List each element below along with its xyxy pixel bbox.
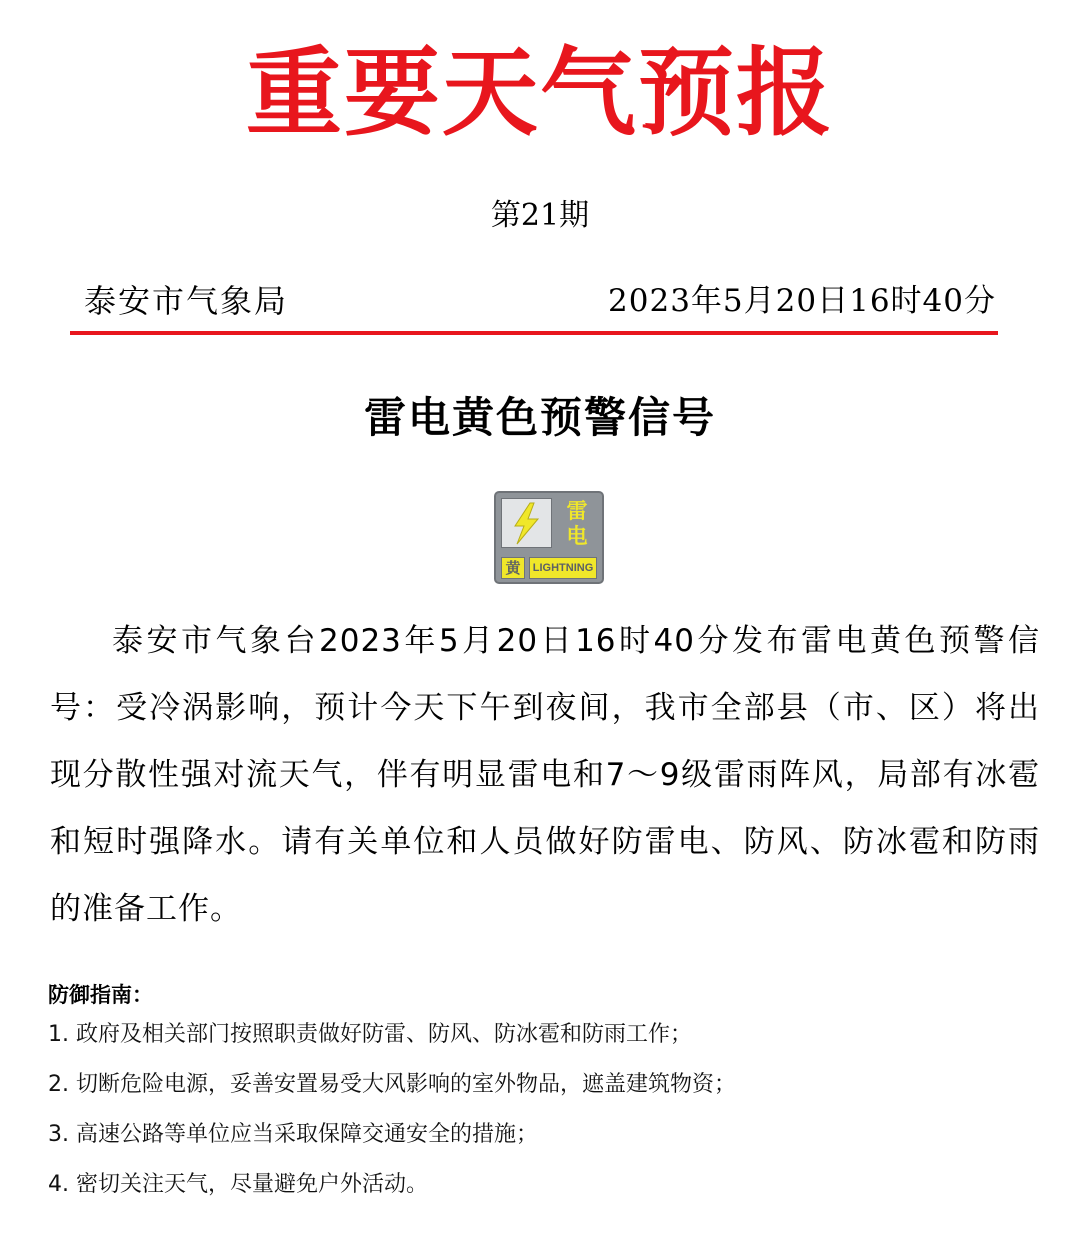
warning-body: 泰安市气象台2023年5月20日16时40分发布雷电黄色预警信号：受冷涡影响，预计今天下午到夜间，我市全部县（市、区）将出现分散性强对流天气，伴有明显雷电和7～9级雷雨阵风，局部有冰雹和短时强降水。请有关单位和人员做好防雷电、防风、防冰雹和防雨的准备工作。: [50, 623, 1040, 927]
guide-item: 2. 切断危险电源，妥善安置易受大风影响的室外物品，遮盖建筑物资；: [48, 1072, 736, 1097]
warning-heading: 雷电黄色预警信号: [363, 393, 716, 442]
guide-title: 防御指南：: [48, 983, 153, 1007]
signal-level-label: 黄: [501, 557, 525, 579]
guide-item: 3. 高速公路等单位应当采取保障交通安全的措施；: [48, 1122, 538, 1147]
guide-list: [48, 1018, 1038, 1218]
issuing-agency: 泰安市气象局: [84, 282, 289, 320]
guide-item: 4. 密切关注天气，尽量避免户外活动。: [48, 1172, 428, 1197]
guide-item: 1. 政府及相关部门按照职责做好防雷、防风、防冰雹和防雨工作；: [48, 1022, 692, 1047]
masthead-title: 重要天气预报: [246, 36, 834, 149]
lightning-bolt-icon: [501, 498, 552, 548]
issue-number: 第21期: [490, 198, 590, 233]
signal-word-label: LIGHTNING: [529, 557, 597, 579]
lightning-warning-icon: [494, 491, 604, 584]
signal-char-bottom: 电: [566, 524, 588, 548]
issue-datetime: 2023年5月20日16时40分: [608, 283, 996, 319]
signal-char-top: 雷: [566, 499, 588, 523]
header-divider: [70, 331, 998, 335]
